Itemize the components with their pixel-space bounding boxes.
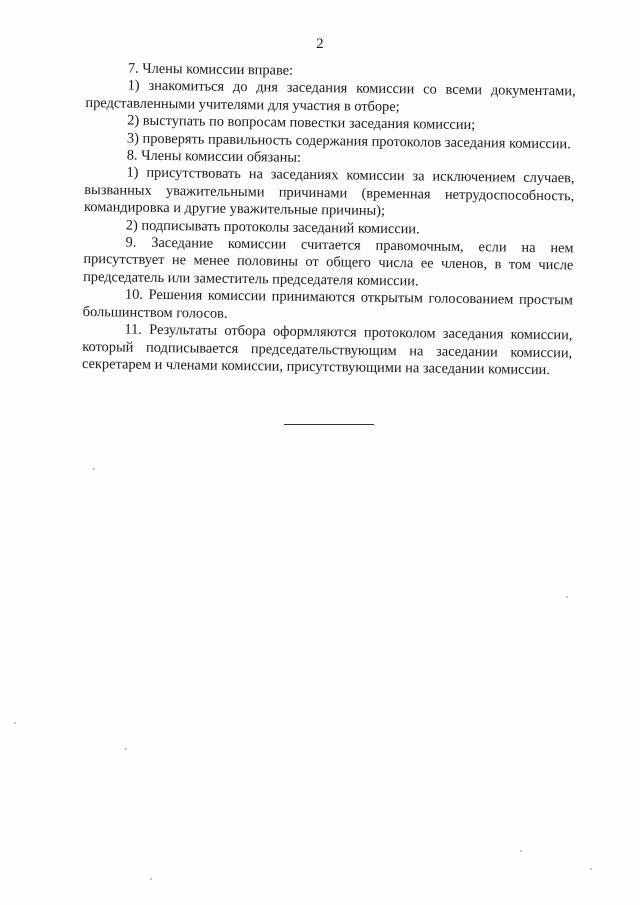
scan-speck [150, 878, 152, 880]
scan-speck [93, 468, 95, 470]
scan-speck [14, 722, 16, 724]
paragraph-8-heading: 8. Члены комиссии обязаны: [126, 147, 302, 166]
closing-separator-line [284, 424, 374, 425]
scan-speck [125, 748, 127, 750]
scan-speck [590, 868, 592, 870]
paragraph-9: 9. Заседание комиссии считается правомочным, если на нем присутствует не менее половины от общего числа ее членов, в том числе председатель или заместитель председателя комиссии. [83, 234, 574, 290]
paragraph-8-item-2: 2) подписывать протоколы заседаний комиссии. [125, 217, 420, 238]
paragraph-7-item-3: 3) проверять правильность содержания протоколов заседания комиссии. [126, 130, 571, 152]
paragraph-10: 10. Решения комиссии принимаются открытым голосованием простым большинством голосов. [82, 286, 573, 322]
scan-speck [520, 850, 522, 852]
paragraph-7-item-2: 2) выступать по вопросам повестки заседания комиссии; [127, 112, 476, 134]
paragraph-11: 11. Результаты отбора оформляются протоколом заседания комиссии, который подписывается председательствующим на заседании комиссии, секретарем и членами комиссии, присутствующими на заседании комиссии. [81, 321, 573, 379]
paragraph-8-item-1: 1) присутствовать на заседаниях комиссии за исключением случаев, вызванных уважительными причинами (временная нетрудоспособность, командировка и другие уважительные причины); [83, 164, 575, 220]
scan-speck [566, 596, 568, 598]
paragraph-7-heading: 7. Члены комиссии вправе: [127, 60, 294, 79]
paragraph-7-item-1: 1) знакомиться до дня заседания комиссии со всеми документами, представленными учителями для участия в отборе; [85, 77, 576, 115]
document-body [82, 60, 576, 380]
page-number: 2 [316, 36, 324, 52]
